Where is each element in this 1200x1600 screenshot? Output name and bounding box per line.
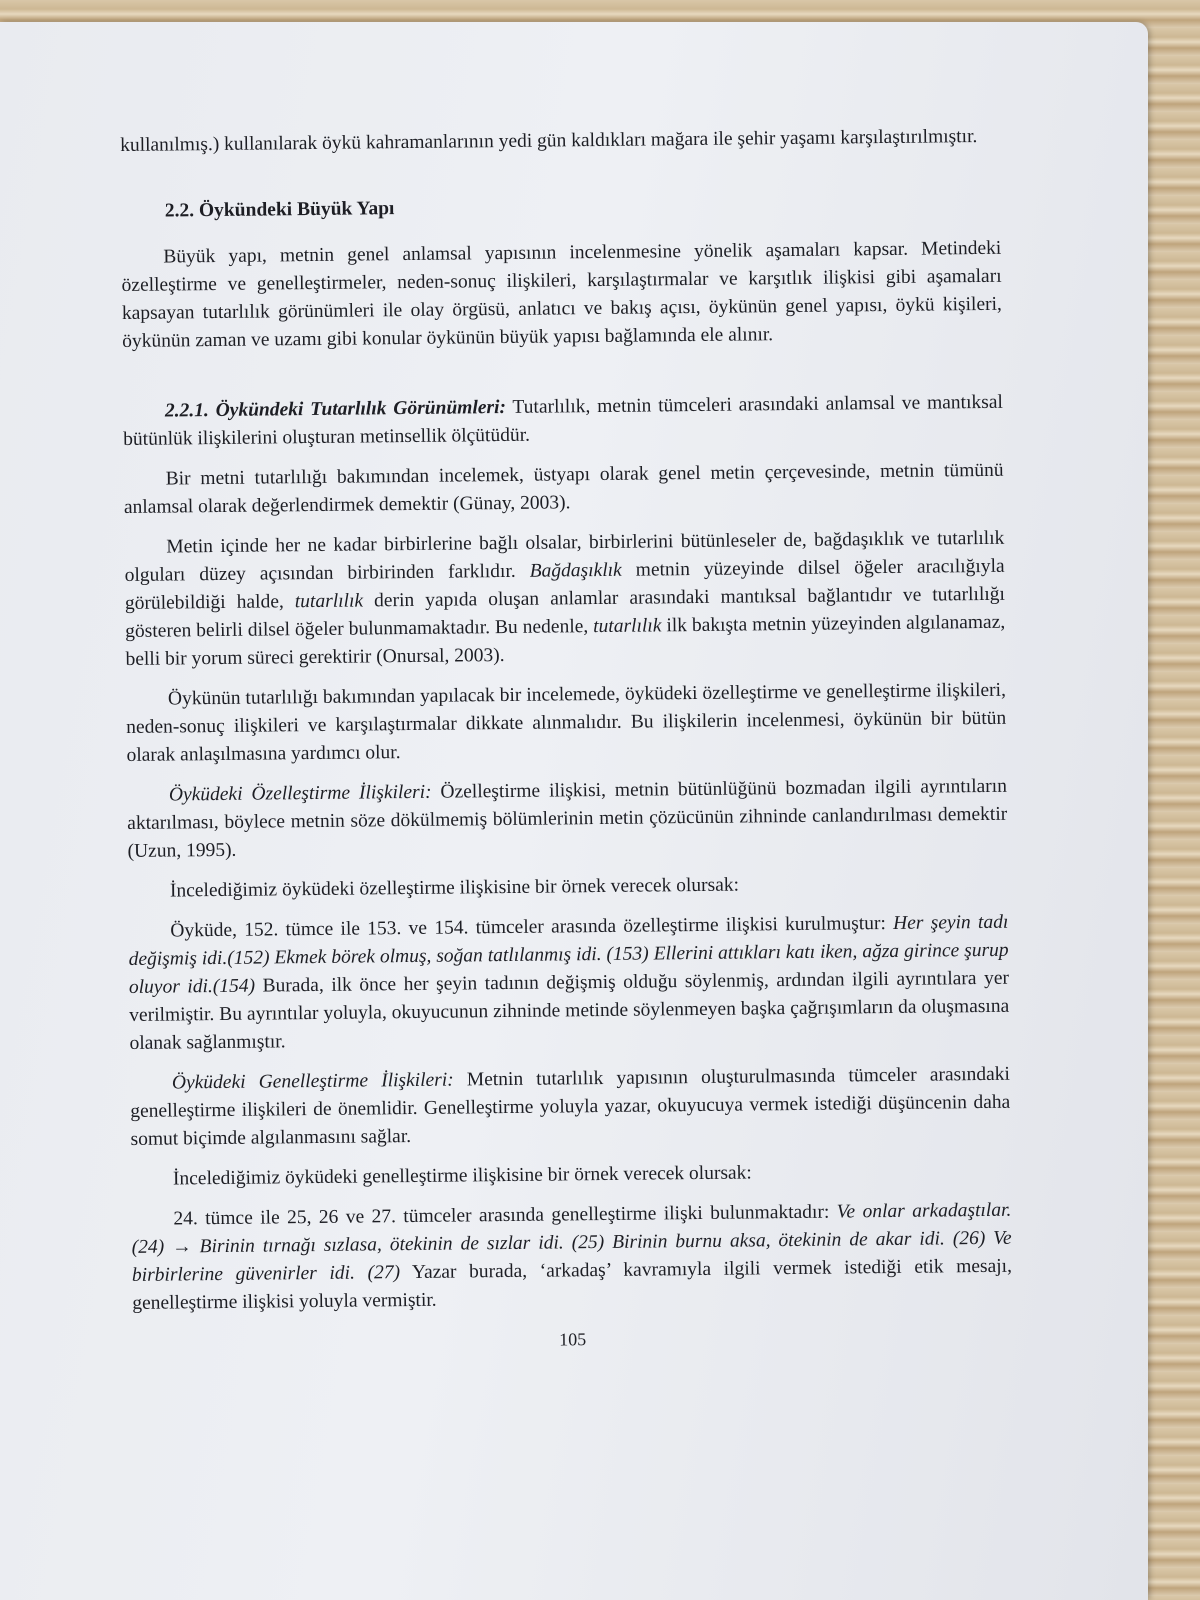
paragraph-ornek-1: İncelediğimiz öyküdeki özelleştirme ilişkisine bir örnek verecek olursak:	[169, 874, 740, 902]
metin-emphasis-3: tutarlılık	[593, 615, 662, 638]
paragraph-ornek-2: İncelediğimiz öyküdeki genelleştirme ilişkisine bir örnek verecek olursak:	[172, 1162, 752, 1190]
heading-2-2: 2.2. Öykündeki Büyük Yapı	[164, 198, 395, 222]
metin-text-3: derin yapıda oluşan anlamlar arasındaki mantıksal bağlantıdır ve tutarlılığı gösteren belirli dilsel öğeler bulunmamaktadır. Bu nedenle,	[125, 583, 1005, 642]
page-number: 105	[559, 1329, 587, 1350]
paragraph-152	[128, 909, 1009, 1058]
genellestirme-label: Öyküdeki Genelleştirme İlişkileri:	[171, 1069, 454, 1094]
p24-text-2: Yazar burada, ‘arkadaş’ kavramıyla ilgili vermek istediği etik mesajı, genelleştirme ilişkisi yoluyla vermiştir.	[132, 1255, 1013, 1314]
paragraph-bir-metni: Bir metni tutarlılığı bakımından incelemek, üstyapı olarak genel metin çerçevesinde, metnin tümünü anlamsal olarak değerlendirmek demektir (Günay, 2003).	[123, 459, 1004, 518]
p152-text-2: Burada, ilk önce her şeyin tadının değişmiş olduğu söylenmiş, ardından ilgili ayrıntılara yer verilmiştir. Bu ayrıntılar yoluyla, okuyucunun zihninde metinde söylenmeyen başka çağrışımların da oluşmasına olanak sağlanmıştır.	[129, 967, 1010, 1054]
paragraph-buyuk-yapi: Büyük yapı, metnin genel anlamsal yapısının incelenmesine yönelik aşamaları kapsar. Metindeki özelleştirme ve genelleştirmeler, neden-sonuç ilişkileri, karşılaştırmalar ve karşıtlık ilişkisi gibi aşamaları kapsayan tutarlılık görünümleri ile olay örgüsü, anlatıcı ve bakış açısı, öykünün genel yapısı, öykü kişileri, öykünün zaman ve uzamı gibi konular öykünün büyük yapısı bağlamında ele alınır.	[121, 237, 1002, 352]
page-text	[120, 123, 1013, 1358]
paragraph-2-2-1-text: Tutarlılık, metnin tümceleri arasındaki anlamsal ve mantıksal bütünlük ilişkilerini oluşturan metinsellik ölçütüdür.	[123, 391, 1003, 450]
p152-quote: Her şeyin tadı değişmiş idi.(152) Ekmek börek olmuş, soğan tatlılanmış idi. (153) Ellerini attıkları katı iken, ağza girince şurup oluyor idi.(154)	[128, 911, 1009, 998]
paragraph-intro: kullanılmış.) kullanılarak öykü kahramanlarının yedi gün kaldıkları mağara ile şehir yaşamı karşılaştırılmıştır.	[120, 126, 978, 156]
paragraph-24	[131, 1197, 1012, 1318]
metin-text-2: metnin yüzeyinde dilsel öğeler aracılığıyla görülebildiği halde,	[124, 555, 1005, 614]
p152-text-1: Öyküde, 152. tümce ile 153. ve 154. tümceler arasında özelleştirme ilişkisi kurulmuştur:	[170, 912, 894, 942]
paragraph-oykunun: Öykünün tutarlılığı bakımından yapılacak bir incelemede, öyküdeki özelleştirme ve genelleştirme ilişkileri, neden-sonuç ilişkileri ve karşılaştırmalar dikkate alınmalıdır. Bu ilişkilerin incelenmesi, öykünün bir bütün olarak anlaşılmasına yardımcı olur.	[126, 679, 1007, 766]
metin-emphasis-2: tutarlılık	[294, 590, 364, 613]
genellestirme-text: Metnin tutarlılık yapısının oluşturulmasında tümceler arasındaki genelleştirme ilişkileri de önemlidir. Genelleştirme yoluyla yazar, okuyucuya vermek istediği düşüncenin daha somut biçimde algılanmasını sağlar.	[130, 1063, 1011, 1150]
heading-2-2-1: 2.2.1. Öykündeki Tutarlılık Görünümleri:	[164, 396, 507, 422]
metin-emphasis-1: Bağdaşıklık	[529, 559, 622, 582]
paragraph-ozellestirme	[127, 773, 1008, 866]
document-page	[0, 22, 1148, 1600]
metin-text-1: Metin içinde her ne kadar birbirlerine bağlı olsalar, birbirlerini bütünleseler de, bağdaşıklık ve tutarlılık olguları düzey açısından birbirinden farklıdır.	[124, 527, 1005, 586]
paragraph-metin-icinde	[124, 525, 1005, 674]
paragraph-genellestirme	[130, 1061, 1011, 1154]
ozellestirme-label: Öyküdeki Özelleştirme İlişkileri:	[168, 781, 432, 806]
p24-text-1: 24. tümce ile 25, 26 ve 27. tümceler arasında genelleştirme ilişki bulunmaktadır:	[173, 1201, 837, 1230]
ozellestirme-text: Özelleştirme ilişkisi, metnin bütünlüğünü bozmadan ilgili ayrıntıların aktarılması, böylece metnin söze dökülmemiş bölümlerinin metin çözücünün zihninde canlandırılması demektir (Uzun, 1995).	[127, 775, 1008, 862]
p24-quote: Ve onlar arkadaştılar. (24) → Birinin tırnağı sızlasa, ötekinin de sızlar idi. (25) Birinin burnu aksa, ötekinin de akar idi. (26) Ve birbirlerine güvenirler idi. (27)	[131, 1199, 1012, 1286]
paragraph-2-2-1	[123, 389, 1004, 454]
metin-text-4: ilk bakışta metnin yüzeyinden algılanamaz, belli bir yorum süreci gerektirir (Onursal, 2003).	[125, 611, 1006, 670]
